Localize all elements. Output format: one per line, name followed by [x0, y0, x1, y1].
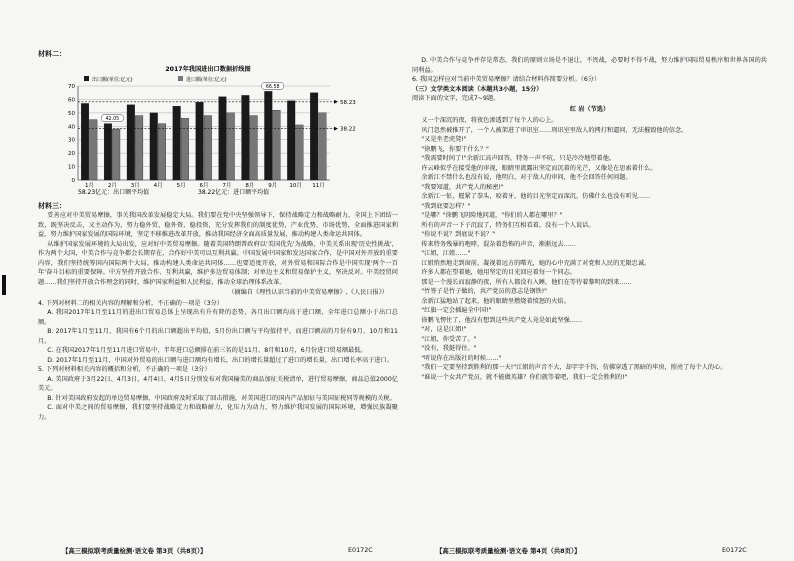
story-paragraph: "我们一定要坚持到胜利的那一天!"江姐的声音不大，却字字千钧，仿佛穿透了黑暗的牢房，照亮了每个人的心。 — [421, 364, 727, 371]
story-paragraph: 江姐悄然地走到窗前，凝视着远方的曙光，她的心中充满了对党和人民的无限忠诚。 — [421, 259, 651, 267]
section3-instruction: 阅读下面的文字，完成7~9题。 — [412, 95, 500, 102]
material3-paragraph-1: 妥善应对中美贸易摩擦，事关我国改革发展稳定大局。我们要在党中央坚强领导下，保持战略定力和战略耐力，全国上下团结一致，既坚决反击，又主动作为，努力稳外贸、稳外资、稳投资，充分发挥我们的制度优势，产业优势，市场优势，全面推进国家利益，努力维护国家发展的国际环境，坚定不移推进改革开放，推动我国经济全面高质量发展，推动构建人类命运共同体。 — [38, 212, 398, 238]
story-paragraph: "我要知道，共产党人的秘密!" — [421, 183, 504, 191]
story-paragraph: 余新江猛地站了起来，他的眼睛里燃烧着愤怒的火焰。 — [421, 297, 570, 305]
story-paragraph: "又是坐老虎凳!" — [421, 136, 467, 143]
material3-label: 材料三： — [38, 201, 66, 210]
y-tick-label: 10 — [68, 164, 75, 171]
x-tick-label: 9月 — [268, 182, 278, 189]
import-bar — [227, 112, 235, 179]
bar-value-label: 66.58 — [265, 84, 280, 90]
trade-chart — [38, 62, 398, 198]
q4-option-c: C. 在我国2017年1月至11月进口贸易中，半年进口总额排在前三名的是11月、8月和10月，6月份进口贸易额最低。 — [47, 347, 367, 354]
export-bar — [104, 123, 112, 179]
story-paragraph: "江姐，你受苦了。" — [421, 335, 477, 343]
story-paragraph: 又一个深沉的夜，将夜色渗透到了每个人的心上。 — [421, 117, 558, 124]
story-paragraph: "徐鹏飞，你要干什么？" — [421, 145, 489, 153]
y-tick-label: 20 — [68, 150, 75, 157]
material3-paragraph-2: 从维护国家发展环境的大局出发，应对好中美贸易摩擦。随着美国特朗普政府以'美国优先'为战略，中美关系出现'历史性挑战'，作为两个大国，中美合作与竞争都会长期存在，合作好中美可以互利共赢。中国发展中国家和发达国家合作，是中国对外开放的重要内容，我们坚持统筹国内国际两个大局，推动构建人类命运共同体……也要适度开放，对外贸易和国际合作是中国实现'两个一百年'奋斗目标的重要保障。中方坚持开放合作、互利共赢，维护多边贸易体制；对单边主义和贸易保护主义，坚决反对。中美经贸问题……我们坚持开放合作理念的同时，维护国家利益和人民利益，推动全球治理体系改革。 — [38, 240, 398, 286]
legend-swatch-export — [84, 76, 89, 81]
import-bar — [204, 115, 212, 179]
export-bar — [287, 100, 295, 179]
chart-svg — [38, 62, 398, 198]
question-5: 5. 下列对材料相关内容的概括和分析，不正确的一项是（3分） — [38, 366, 211, 373]
y-tick-label: 50 — [68, 110, 75, 117]
import-bar — [158, 123, 166, 179]
story-title: 红 岩（节选） — [569, 105, 610, 113]
story-paragraph: 那是一个漫长而寂静的夜，所有人都没有入睡，他们在等待着黎明的到来…… — [421, 278, 632, 286]
export-bar — [81, 103, 89, 180]
import-bar — [112, 128, 120, 179]
export-bar — [196, 102, 204, 180]
reference-arrow — [334, 99, 338, 103]
q5-option-a: A. 美国政府于3月22日、4月3日、4月4日、4月5日分别发布对我国输美的商品加征关税清单，进行贸易摩擦，商品总值2000亿美元。 — [38, 375, 398, 392]
export-bar — [219, 96, 227, 179]
story-paragraph: 风门忽然被推开了，一个人被架进了审讯室……刑讯室里敌人的拷打和逼问，无法摧毁他的信念。 — [421, 126, 688, 134]
left-code: E0172C — [348, 546, 373, 554]
y-tick-label: 0 — [71, 177, 75, 184]
right-code: E0172C — [722, 546, 747, 554]
q5-option-b: B. 针对美国政府发起的单边贸易摩擦，中国政府及时采取了回击措施，对美国进口的国内产品加征与美国征税同等规模的关税。 — [47, 394, 396, 402]
story-paragraph: "竹签子是竹子做的，共产党员的意志是钢铁!" — [421, 288, 548, 295]
story-paragraph: "是哪？"徐鹏飞阴险地问道，"你们的人都在哪里？" — [421, 212, 563, 219]
avg-export-caption: 58.23亿元：出口额平均值 — [78, 188, 150, 196]
reference-label: 38.22 — [340, 126, 356, 133]
story-paragraph: "我到底要怎样？" — [421, 202, 471, 210]
reference-label: 58.23 — [340, 99, 356, 106]
material2-label: 材料二： — [38, 50, 66, 58]
story-paragraph: "江姐，江姐……" — [421, 250, 471, 257]
x-tick-label: 7月 — [222, 182, 232, 189]
story-paragraph: 所有的声音一下子沉寂了，特务们互相看着，没有一个人说话。 — [421, 221, 595, 229]
export-bar — [150, 112, 158, 179]
story-paragraph: "没有，我挺得住。" — [421, 345, 477, 352]
left-footer: 【高三模拟联考质量检测·语文卷 第3页（共8页）】 — [62, 547, 207, 555]
export-bar — [242, 95, 250, 180]
story-paragraph: 传来特务残暴的咆哮，混杂着恐怖的声音，渐渐远去…… — [421, 240, 576, 248]
export-bar — [173, 106, 181, 180]
x-tick-label: 1月 — [84, 182, 94, 189]
story-paragraph: 徐鹏飞愣住了，他没有想到这些共产党人竟是如此坚强…… — [421, 316, 583, 324]
import-bar — [296, 124, 304, 179]
q5-option-c: C. 面对中美之间的贸易摩擦，我们要坚持战略定力和战略耐力，化压力为动力，努力维护我国发展的国际环境，增强民族凝聚力。 — [38, 404, 398, 421]
import-bar — [250, 115, 258, 179]
binding-mark — [2, 275, 6, 295]
story-paragraph: "对，这是江姐!" — [421, 326, 467, 333]
story-paragraph: "听说你在出版社的时候……" — [421, 354, 502, 362]
right-column — [412, 56, 767, 382]
x-tick-label: 5月 — [176, 182, 186, 189]
left-column — [38, 50, 398, 422]
y-tick-label: 40 — [68, 123, 75, 130]
question-4: 4. 下列对材料二的相关内容的理解和分析，不正确的一项是（3分） — [38, 299, 224, 307]
import-bar — [135, 115, 143, 179]
reference-arrow — [334, 126, 338, 130]
story-paragraph: "我需要时间了!"余新江高声回答，特务一声不吭，只是冷冷地望着他。 — [421, 155, 616, 162]
import-bar — [273, 110, 281, 180]
import-bar — [181, 118, 189, 180]
legend-export: 出口额(单位:亿元) — [92, 76, 133, 83]
story-paragraph: "你说不说？到底说不说？" — [421, 231, 496, 238]
q4-option-a: A. 我国2017年1月至11月的进出口贸易总体上呈现出有升有降的态势，各月出口额均高于进口额，全年进口总额小于出口总额。 — [38, 309, 398, 326]
story-paragraph: 许多人都在望着她，她用坚定的目光回应着每一个同志。 — [421, 269, 576, 276]
x-tick-label: 6月 — [199, 182, 209, 189]
y-tick-label: 60 — [68, 96, 75, 103]
import-bar — [319, 112, 327, 179]
export-bar — [310, 92, 318, 179]
question-6: 6. 我国怎样应对当前中美贸易摩擦？请结合材料作简要分析。（6分） — [412, 76, 601, 83]
story-paragraph: "谁说一个女共产党员，就不能做英雄？你们就等着吧，我们一定会胜利的!" — [421, 373, 628, 381]
story-paragraph: 余新江一怔，握紧了拳头，咬着牙，他的目光坚定而深沉，仿佛什么也没有听见…… — [421, 193, 651, 200]
x-tick-label: 11月 — [312, 182, 325, 189]
bar-value-label: 42.05 — [105, 116, 120, 122]
chart-title: 2017年我国进出口数据折线图 — [165, 65, 251, 73]
x-tick-label: 3月 — [130, 182, 140, 189]
legend-swatch-import — [178, 76, 183, 81]
story-paragraph: 许云峰似乎在接受他的审视，眼睛里流露出坚定而沉着的光芒，又像是在思索着什么。 — [421, 164, 657, 172]
x-tick-label: 10月 — [289, 182, 302, 189]
export-bar — [264, 91, 272, 180]
story-paragraph: "红旗一定会插遍全中国!" — [421, 307, 492, 314]
section3-heading: （三）文学类文本阅读（本题共3小题，15分） — [412, 85, 543, 93]
avg-import-caption: 38.22亿元：进口额平均值 — [198, 188, 270, 196]
x-tick-label: 8月 — [245, 182, 255, 189]
source-citation: （摘编自《理性认识当前的中美贸易摩擦》,《人民日报》） — [228, 289, 388, 296]
right-footer: 【高三模拟联考质量检测·语文卷 第4页（共8页）】 — [436, 547, 581, 555]
export-bar — [127, 104, 135, 179]
q4-option-b: B. 2017年1月至11月，我国有6个月的出口额超出平均值，5月份出口额与平均值持平，而进口额高的月份有9月、10月和11月。 — [38, 328, 398, 345]
x-tick-label: 2月 — [107, 182, 117, 189]
legend-import: 进口额(单位:亿元) — [186, 76, 227, 83]
y-tick-label: 30 — [68, 137, 75, 144]
q4-option-d: D. 2017年1月至11月，中国对外贸易的出口额与进口额均有增长，出口的增长量超过了进口的增长量，出口增长率高于进口。 — [47, 356, 393, 364]
x-tick-label: 4月 — [153, 182, 163, 189]
q5-option-d: D. 中美合作与竞争并存是常态，我们的原则立场是不退让，不畏战，必要时不得不战，努力维护国际贸易秩序和世界各国的共同利益。 — [412, 57, 767, 74]
y-tick-label: 70 — [68, 83, 75, 90]
story-paragraph: 余新江不禁什么也没有说，他明白，对于敌人的审问，他不会回答任何问题。 — [421, 174, 632, 181]
